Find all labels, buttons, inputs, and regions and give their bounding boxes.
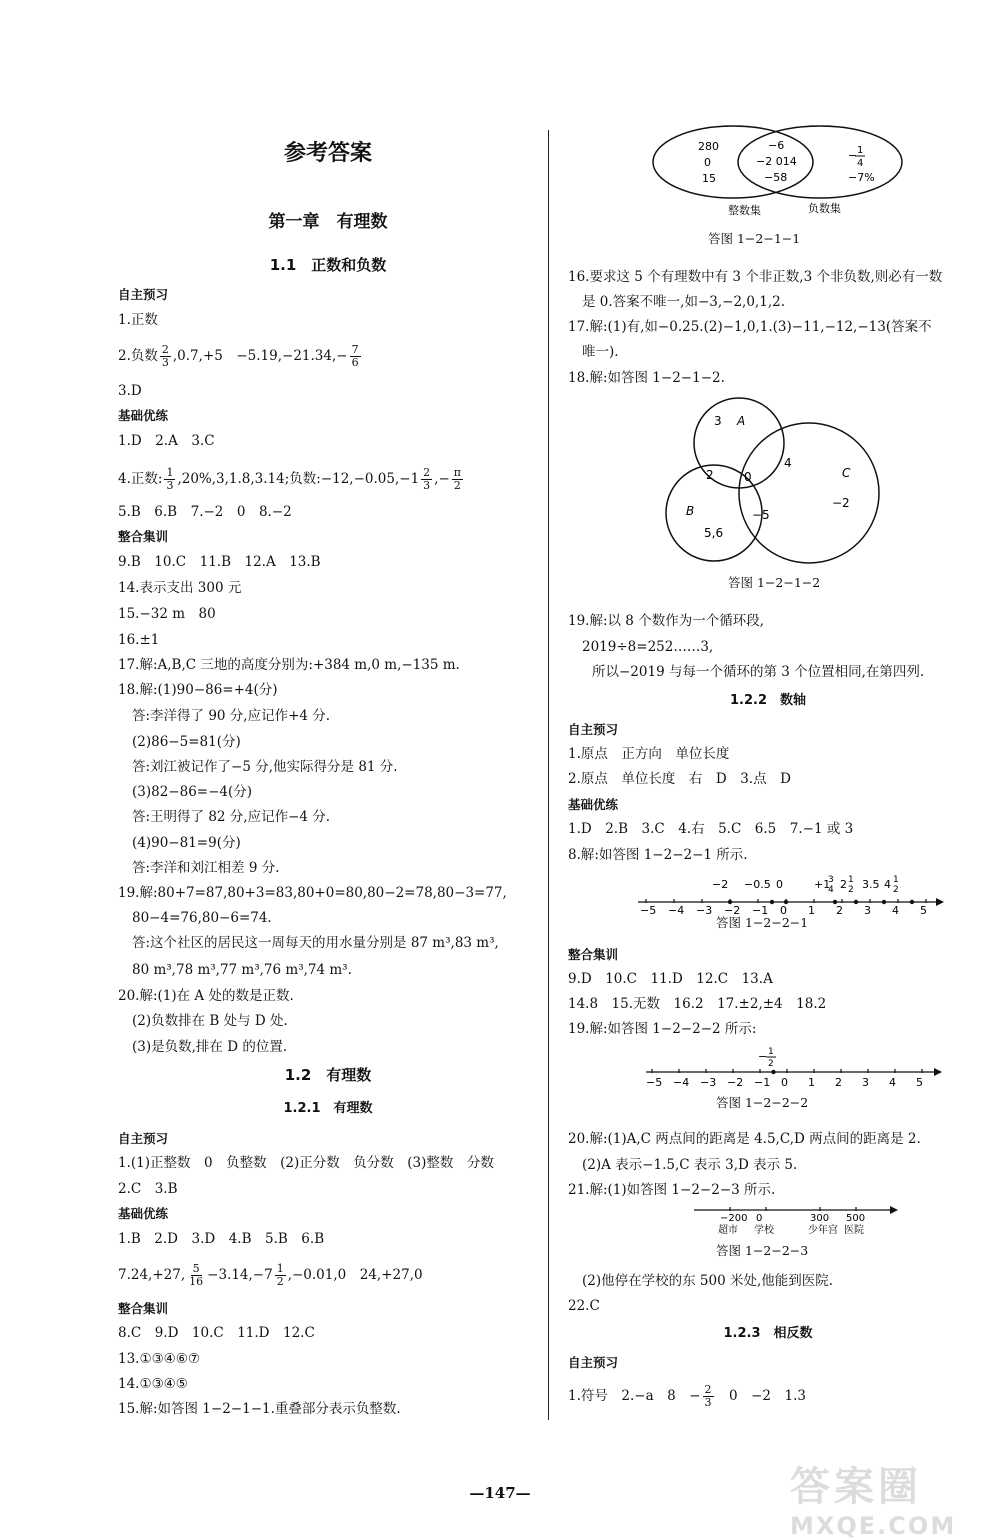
set-c-circle	[739, 423, 879, 563]
venn-value: −6	[768, 139, 785, 152]
axis-mark-label: 3	[828, 875, 834, 885]
answer-line: 80 m³,78 m³,77 m³,76 m³,74 m³.	[132, 962, 352, 978]
axis2-tick-label: 4	[889, 1076, 896, 1089]
answer-line: 18.解:如答图 1−2−1−2.	[568, 370, 725, 386]
subsection-title: 1.2.2 数轴	[729, 693, 806, 708]
axis1-point	[833, 900, 837, 904]
number-line-1	[634, 868, 944, 916]
answer-line: 唯一).	[582, 344, 619, 360]
axis-mark-label: 0	[776, 878, 783, 891]
fraction: $\frac{2}{3}$	[704, 1383, 712, 1409]
axis3-place-label: 超市	[718, 1225, 738, 1236]
section-title: 1.1 正数和负数	[269, 256, 387, 274]
axis-mark-label: −0.5	[744, 878, 771, 891]
section-label: 自主预习	[568, 722, 619, 737]
section-label: 整合集训	[568, 947, 619, 962]
axis-mark-label: 2	[768, 1059, 774, 1069]
axis3-place-label: 医院	[844, 1225, 864, 1236]
answer-line: 1.符号 2.−a 8 − $\frac{2}{3}$ 0 −2 1.3	[568, 1383, 806, 1409]
axis1-tick-label: −5	[640, 904, 657, 916]
axis2-tick-label: −4	[673, 1076, 690, 1089]
answer-line: (3)是负数,排在 D 的位置.	[132, 1039, 288, 1055]
section-label: 自主预习	[118, 287, 169, 302]
answer-line: 13.①③④⑥⑦	[118, 1351, 200, 1367]
watermark-logo: 答案圈 MXQE.COM	[790, 1464, 957, 1540]
answer-line: 80−4=76,80−6=74.	[132, 910, 272, 926]
axis1-point	[770, 900, 774, 904]
answer-line: 15.−32 m 80	[118, 606, 216, 622]
axis1-point	[728, 900, 732, 904]
fraction: $\frac{\pi}{2}$	[453, 466, 462, 492]
answer-line: 20.解:(1)在 A 处的数是正数.	[118, 988, 294, 1004]
axis2-tick-label: −2	[727, 1076, 744, 1089]
axis2-point	[771, 1070, 775, 1074]
answer-line: 1.(1)正整数 0 负整数 (2)正分数 负分数 (3)整数 分数	[118, 1155, 494, 1171]
axis1-tick-label: 3	[864, 904, 871, 916]
axis1-point	[882, 900, 886, 904]
axis3-tick-label: 0	[756, 1213, 763, 1224]
axis1-tick-label: 1	[808, 904, 815, 916]
answer-line: 17.解:A,B,C 三地的高度分别为:+384 m,0 m,−135 m.	[118, 657, 460, 673]
answer-line: 2.原点 单位长度 右 D 3.点 D	[568, 771, 791, 787]
figure-caption: 答图 1−2−1−2	[728, 575, 821, 590]
axis2-tick-label: −3	[700, 1076, 717, 1089]
answer-line: 19.解:如答图 1−2−2−2 所示:	[568, 1021, 757, 1037]
section-label: 自主预习	[118, 1131, 169, 1146]
section-label: 自主预习	[568, 1355, 619, 1370]
venn-value: 2	[706, 468, 714, 482]
venn-value: 4	[784, 456, 792, 470]
axis-mark-label: 4	[884, 878, 891, 891]
answer-line: 答:李洋和刘江相差 9 分.	[132, 860, 280, 876]
answer-line: 14.①③④⑤	[118, 1376, 188, 1392]
section-label: 基础优练	[118, 408, 169, 423]
answer-line: 2.C 3.B	[118, 1181, 178, 1197]
answer-line: (4)90−81=9(分)	[132, 835, 241, 851]
answer-line: 答:王明得了 82 分,应记作−4 分.	[132, 809, 331, 825]
answer-line: 2.负数 $\frac{2}{3}$ ,0.7,+5 −5.19,−21.34,− $\frac{7}{6}$	[118, 343, 359, 369]
axis1-tick-label: −1	[752, 904, 769, 916]
venn-label: C	[842, 466, 851, 480]
venn-value: 5,6	[704, 526, 724, 540]
page-title: 参考答案	[283, 141, 372, 166]
venn-label: A	[737, 414, 746, 428]
axis3-place-label: 学校	[754, 1225, 774, 1236]
answer-line: (2)A 表示−1.5,C 表示 3,D 表示 5.	[582, 1157, 798, 1173]
axis2-tick-label: 2	[835, 1076, 842, 1089]
axis-mark-label: −2	[712, 878, 729, 891]
axis1-point	[854, 900, 858, 904]
axis3-tick-label: 300	[810, 1213, 830, 1224]
answer-line: 19.解:以 8 个数作为一个循环段,	[568, 613, 764, 629]
venn-fraction-numerator: 1	[857, 145, 864, 156]
venn-value: −7%	[848, 171, 875, 184]
chapter-title: 第一章 有理数	[268, 212, 388, 232]
subsection-title: 1.2.3 相反数	[723, 1326, 813, 1341]
answer-line: 14.表示支出 300 元	[118, 580, 242, 596]
axis3-place-label: 少年宫	[808, 1225, 838, 1236]
section-label: 基础优练	[118, 1206, 169, 1221]
answer-line: 9.B 10.C 11.B 12.A 13.B	[118, 554, 321, 570]
axis1-tick-label: 5	[920, 904, 927, 916]
answer-line: (2)86−5=81(分)	[132, 734, 241, 750]
axis2-tick-label: −1	[754, 1076, 771, 1089]
axis1-tick-label: 2	[836, 904, 843, 916]
figure-caption: 答图 1−2−2−2	[716, 1095, 809, 1110]
axis3-tick-label: 500	[846, 1213, 866, 1224]
answer-line: 21.解:(1)如答图 1−2−2−3 所示.	[568, 1182, 776, 1198]
axis1-tick-label: 0	[780, 904, 787, 916]
axis3-tick-label: −200	[720, 1213, 748, 1224]
section-label: 整合集训	[118, 1301, 169, 1316]
fraction: $\frac{7}{6}$	[351, 343, 359, 369]
answer-line: 7.24,+27, $\frac{5}{16}$ −3.14,−7 $\frac{1}{2}$ ,−0.01,0 24,+27,0	[118, 1262, 423, 1288]
fraction: $\frac{1}{2}$	[276, 1262, 284, 1288]
axis1-tick-label: −4	[668, 904, 685, 916]
axis-mark-label: 4	[828, 885, 834, 895]
axis1-point	[910, 900, 914, 904]
axis2-tick-label: 1	[808, 1076, 815, 1089]
figure-caption: 答图 1−2−2−3	[716, 1243, 809, 1258]
venn-label: 整数集	[728, 204, 761, 217]
axis-mark-label: 2	[893, 885, 899, 895]
axis1-point	[784, 900, 788, 904]
subsection-title: 1.2.1 有理数	[283, 1101, 373, 1116]
venn-diagram-abc	[664, 395, 889, 570]
answer-line: 4.正数: $\frac{1}{3}$ ,20%,3,1.8,3.14;负数:−12,−0.05,−1 $\frac{2}{3}$ ,− $\frac{\pi}{2}$	[118, 466, 462, 492]
figure-caption: 答图 1−2−2−1	[716, 915, 809, 930]
answer-line: 1.正数	[118, 312, 158, 328]
axis2-tick-label: 3	[862, 1076, 869, 1089]
fraction: $\frac{5}{16}$	[189, 1262, 204, 1288]
venn-value: 3	[714, 414, 722, 428]
answer-line: 所以−2019 与每一个循环的第 3 个位置相同,在第四列.	[592, 664, 925, 680]
venn-value: −2	[832, 496, 850, 510]
answer-line: 1.原点 正方向 单位长度	[568, 746, 730, 762]
answer-line: 18.解:(1)90−86=+4(分)	[118, 682, 278, 698]
answer-line: 5.B 6.B 7.−2 0 8.−2	[118, 504, 292, 520]
column-divider	[548, 130, 549, 1420]
venn-fraction-denominator: 4	[857, 158, 864, 169]
axis1-tick-label: −2	[724, 904, 741, 916]
fraction: $\frac{2}{3}$	[161, 343, 169, 369]
answer-line: 2019÷8=252……3,	[582, 639, 714, 655]
answer-line: 是 0.答案不唯一,如−3,−2,0,1,2.	[582, 294, 785, 310]
venn-value: 0	[704, 156, 711, 169]
answer-line: 答:这个社区的居民这一周每天的用水量分别是 87 m³,83 m³,	[132, 935, 499, 951]
answer-line: 答:刘江被记作了−5 分,他实际得分是 81 分.	[132, 759, 398, 775]
answer-line: 9.D 10.C 11.D 12.C 13.A	[568, 971, 773, 987]
answer-line: (2)负数排在 B 处与 D 处.	[132, 1013, 288, 1029]
venn-value: 0	[744, 470, 752, 484]
fraction: $\frac{1}{3}$	[166, 466, 174, 492]
venn-value: −2 014	[756, 155, 797, 168]
page-number: —147—	[469, 1484, 531, 1502]
answer-line: (3)82−86=−4(分)	[132, 784, 253, 800]
venn-value: −58	[764, 171, 788, 184]
venn-value: 280	[698, 140, 719, 153]
axis-mark-label: 3.5	[862, 878, 880, 891]
answer-line: 1.B 2.D 3.D 4.B 5.B 6.B	[118, 1231, 325, 1247]
axis-mark-label: 2	[840, 878, 847, 891]
axis-mark-label: 2	[848, 885, 854, 895]
answer-line: 22.C	[568, 1298, 600, 1314]
answer-line: 1.D 2.A 3.C	[118, 433, 215, 449]
axis2-tick-label: −5	[646, 1076, 663, 1089]
answer-line: 19.解:80+7=87,80+3=83,80+0=80,80−2=78,80−3=77,	[118, 885, 507, 901]
section-label: 整合集训	[118, 529, 169, 544]
figure-caption: 答图 1−2−1−1	[708, 231, 801, 246]
axis2-tick-label: 0	[781, 1076, 788, 1089]
axis1-tick-label: 4	[892, 904, 899, 916]
answer-line: 15.解:如答图 1−2−1−1.重叠部分表示负整数.	[118, 1401, 401, 1417]
fraction: $\frac{2}{3}$	[423, 466, 431, 492]
venn-value: 15	[702, 172, 716, 185]
number-line-2	[642, 1042, 942, 1090]
axis-mark-label: −	[758, 1050, 768, 1063]
answer-line: 8.C 9.D 10.C 11.D 12.C	[118, 1325, 315, 1341]
venn-value: −	[848, 149, 858, 162]
section-title: 1.2 有理数	[284, 1066, 372, 1084]
answer-line: 8.解:如答图 1−2−2−1 所示.	[568, 847, 748, 863]
axis-mark-label: +1	[814, 878, 831, 891]
axis1-tick-label: −3	[696, 904, 713, 916]
axis-mark-label: 1	[768, 1047, 774, 1057]
answer-line: 20.解:(1)A,C 两点间的距离是 4.5,C,D 两点间的距离是 2.	[568, 1131, 921, 1147]
answer-line: 14.8 15.无数 16.2 17.±2,±4 18.2	[568, 996, 827, 1012]
number-line-3	[690, 1202, 900, 1238]
answer-line: 16.要求这 5 个有理数中有 3 个非正数,3 个非负数,则必有一数	[568, 269, 943, 285]
axis-mark-label: 1	[893, 875, 899, 885]
answer-line: (2)他停在学校的东 500 米处,他能到医院.	[582, 1273, 834, 1289]
venn-label: B	[686, 504, 695, 518]
answer-line: 1.D 2.B 3.C 4.右 5.C 6.5 7.−1 或 3	[568, 821, 854, 837]
answer-line: 17.解:(1)有,如−0.25.(2)−1,0,1.(3)−11,−12,−13(答案不	[568, 319, 932, 335]
venn-value: −5	[752, 508, 770, 522]
answer-line: 3.D	[118, 383, 142, 399]
venn-diagram-integers-negatives	[648, 122, 918, 222]
answer-line: 答:李洋得了 90 分,应记作+4 分.	[132, 708, 331, 724]
axis-mark-label: 1	[848, 875, 854, 885]
section-label: 基础优练	[568, 797, 619, 812]
venn-label: 负数集	[808, 202, 841, 215]
axis2-tick-label: 5	[916, 1076, 923, 1089]
answer-line: 16.±1	[118, 632, 160, 648]
